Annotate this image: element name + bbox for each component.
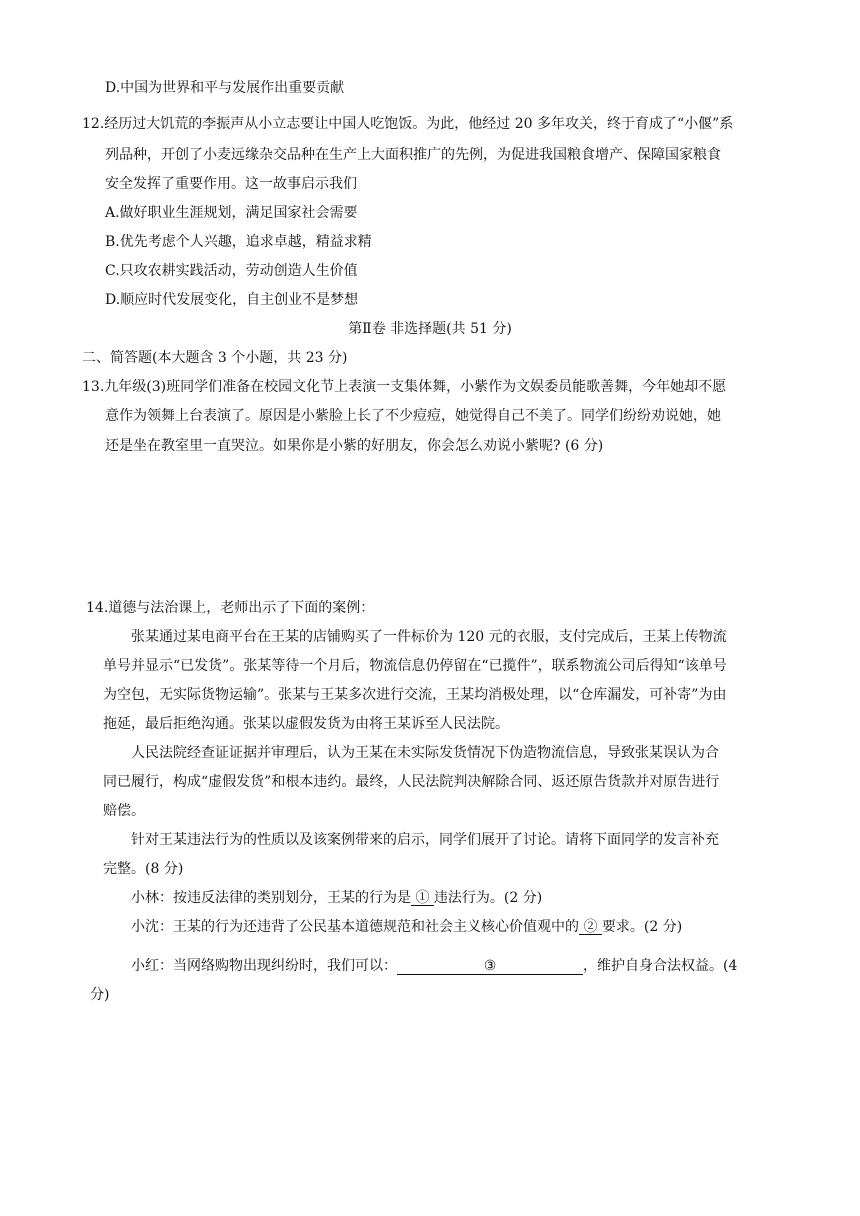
q12-option-d: D.顺应时代发展变化，自主创业不是梦想 [105, 292, 359, 308]
blank-3: ③ [397, 958, 583, 975]
q13-line-2: 意作为领舞上台表演了。原因是小紫脸上长了不少痘痘，她觉得自己不美了。同学们纷纷劝说她，她 [105, 408, 721, 424]
q14-case-p1-line-3: 为空包，无实际货物运输”。张某与王某多次进行交流，王某均消极处理，以“仓库漏发，可补寄”为由 [103, 687, 727, 703]
q14-xiaolin-line [131, 888, 542, 908]
section2-title: 二、简答题(本大题含 3 个小题，共 23 分) [82, 350, 348, 366]
xiaohong-prefix: 小红：当网络购物出现纠纷时，我们可以： [131, 958, 397, 974]
q14-xiaohong-line-2: 分) [90, 987, 110, 1003]
q14-case-p2-line-1: 人民法院经查证证据并审理后，认为王某在未实际发货情况下伪造物流信息，导致张某误认为合 [131, 745, 719, 761]
q12-option-c: C.只攻农耕实践活动，劳动创造人生价值 [105, 263, 358, 279]
q14-case-p1-line-2: 单号并显示“已发货”。张某等待一个月后，物流信息仍停留在“已揽件”，联系物流公司后得知“该单号 [103, 658, 727, 674]
q12-option-b: B.优先考虑个人兴趣，追求卓越，精益求精 [105, 234, 372, 250]
q14-xiaoshen-line [131, 917, 682, 937]
q12-stem-line-2: 列品种，开创了小麦远缘杂交品种在生产上大面积推广的先例，为促进我国粮食增产、保障国家粮食 [105, 147, 721, 163]
blank-1: ① [411, 890, 434, 906]
q14-task-line-1: 针对王某违法行为的性质以及该案例带来的启示，同学们展开了讨论。请将下面同学的发言补充 [131, 832, 719, 848]
q14-case-p2-line-2: 同已履行，构成“虚假发货”和根本违约。最终，人民法院判决解除合同、返还原告货款并对原告进行 [103, 774, 720, 790]
xiaoshen-suffix: 要求。(2 分) [601, 919, 683, 935]
q12-stem-line-3: 安全发挥了重要作用。这一故事启示我们 [105, 176, 357, 192]
blank-2: ② [579, 919, 602, 935]
xiaolin-prefix: 小林：按违反法律的类别划分，王某的行为是 [131, 890, 411, 906]
xiaohong-suffix: ，维护自身合法权益。(4 [583, 958, 738, 974]
q14-xiaohong-line [131, 956, 737, 976]
q14-intro: 14.道德与法治课上，老师出示了下面的案例： [86, 600, 375, 616]
q13-line-1: 13.九年级(3)班同学们准备在校园文化节上表演一支集体舞，小紫作为文娱委员能歌善舞，今年她却不愿 [82, 379, 727, 395]
part2-title: 第Ⅱ卷 非选择题(共 51 分) [348, 321, 512, 337]
q11-option-d: D.中国为世界和平与发展作出重要贡献 [105, 80, 345, 96]
q13-line-3: 还是坐在教室里一直哭泣。如果你是小紫的好朋友，你会怎么劝说小紫呢? (6 分) [105, 438, 604, 454]
q14-case-p1-line-1: 张某通过某电商平台在王某的店铺购买了一件标价为 120 元的衣服，支付完成后，王某上传物流 [131, 629, 727, 645]
q14-case-p2-line-3: 赔偿。 [103, 803, 145, 819]
xiaolin-suffix: 违法行为。(2 分) [433, 890, 543, 906]
xiaoshen-prefix: 小沈：王某的行为还违背了公民基本道德规范和社会主义核心价值观中的 [131, 919, 579, 935]
q14-case-p1-line-4: 拖延，最后拒绝沟通。张某以虚假发货为由将王某诉至人民法院。 [103, 716, 509, 732]
q14-task-line-2: 完整。(8 分) [103, 861, 184, 877]
q12-option-a: A.做好职业生涯规划，满足国家社会需要 [105, 205, 358, 221]
q12-stem-line-1: 12.经历过大饥荒的李振声从小立志要让中国人吃饱饭。为此，他经过 20 多年攻关，终于育成了“小偃”系 [82, 116, 734, 132]
